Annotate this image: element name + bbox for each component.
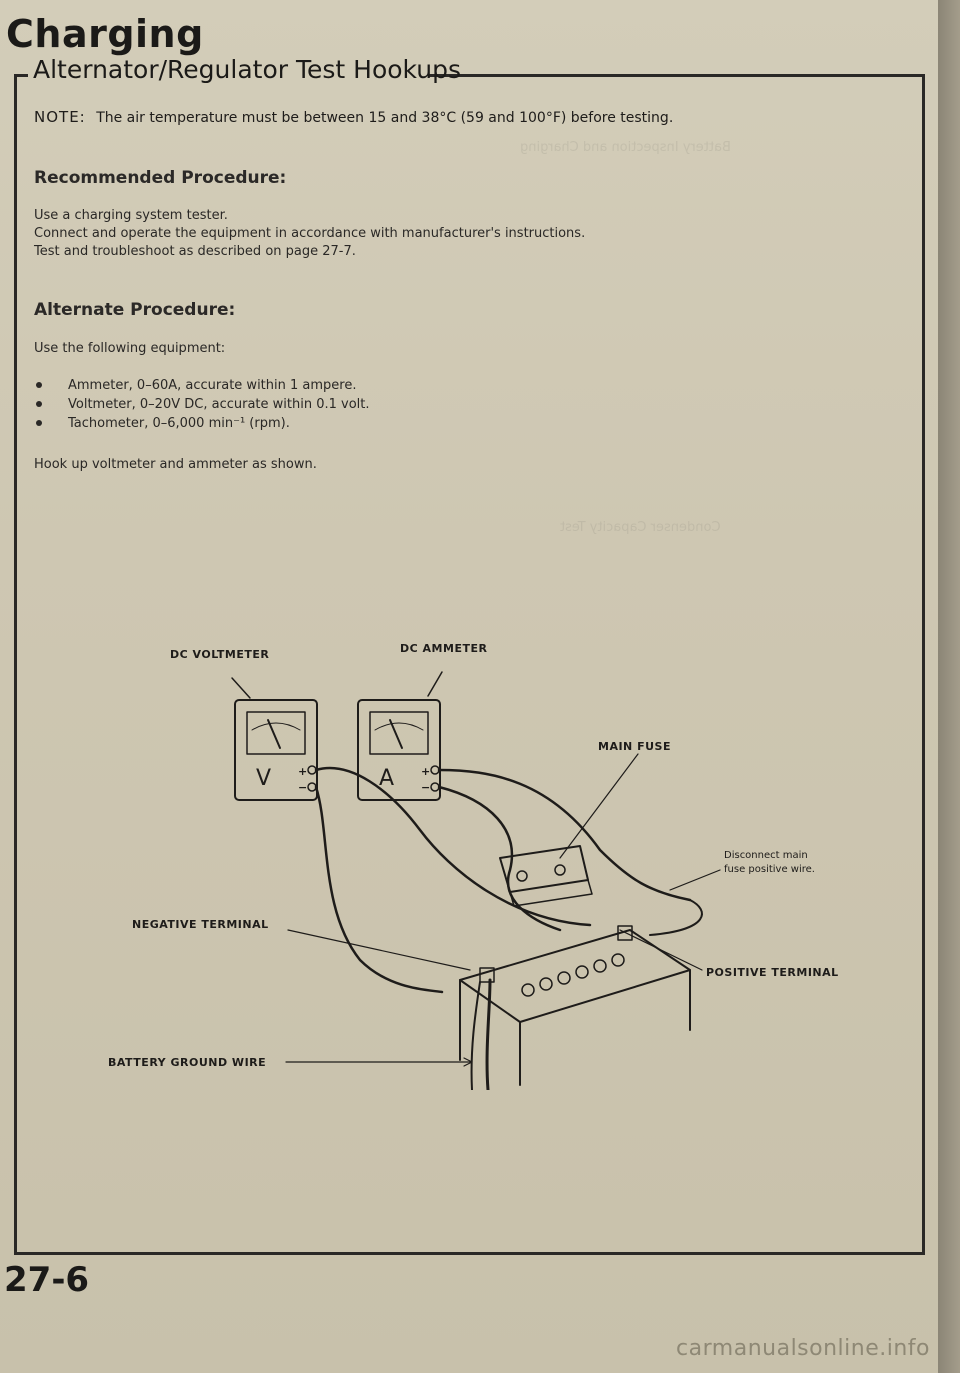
alternate-intro: Use the following equipment: [34,341,226,356]
recommended-heading: Recommended Procedure: [34,168,287,188]
recommended-text [34,207,585,261]
negative-terminal-label: NEGATIVE TERMINAL [132,918,269,931]
disconnect-note-line1: Disconnect main [724,850,808,861]
ammeter-symbol: A [379,766,395,791]
note-label: NOTE: [34,108,86,126]
list-item: Ammeter, 0–60A, accurate within 1 ampere. [34,376,370,395]
hookup-instruction: Hook up voltmeter and ammeter as shown. [34,457,317,472]
battery [460,926,690,1085]
equipment-list [34,376,370,433]
frame-top-rule [14,74,28,77]
voltmeter-symbol: V [256,766,272,791]
bleed-through-text: Condenser Capacity Test [560,520,721,535]
disconnect-note-line2: fuse positive wire. [724,864,815,875]
main-fuse-label: MAIN FUSE [598,740,671,753]
hookup-diagram [90,630,890,1090]
frame-top-rule [428,74,922,77]
battery-ground-wire-label: BATTERY GROUND WIRE [108,1056,267,1069]
fuse-box [500,846,592,906]
voltmeter-minus: − [298,781,308,794]
dc-ammeter-label: DC AMMETER [400,642,488,655]
watermark: carmanualsonline.info [676,1336,930,1361]
dc-voltmeter-label: DC VOLTMETER [170,648,270,661]
note-text: The air temperature must be between 15 and 38°C (59 and 100°F) before testing. [96,110,674,126]
bleed-through-text: Battery Inspection and Charging [520,140,731,155]
list-item: Voltmeter, 0–20V DC, accurate within 0.1 volt. [34,395,370,414]
recommended-line: Connect and operate the equipment in accordance with manufacturer's instructions. [34,226,586,241]
alternate-heading: Alternate Procedure: [34,300,236,320]
recommended-line: Test and troubleshoot as described on page 27-7. [34,244,356,259]
page-number: 27-6 [4,1260,90,1300]
list-item: Tachometer, 0–6,000 min⁻¹ (rpm). [34,414,370,433]
section-title: Charging [6,12,204,56]
positive-terminal-label: POSITIVE TERMINAL [706,966,839,979]
page-subtitle: Alternator/Regulator Test Hookups [33,55,461,84]
ammeter-minus: − [421,781,431,794]
recommended-line: Use a charging system tester. [34,208,228,223]
ammeter-plus: + [421,765,431,778]
note [34,108,673,126]
adjacent-page-edge [938,0,960,1373]
voltmeter-plus: + [298,765,308,778]
